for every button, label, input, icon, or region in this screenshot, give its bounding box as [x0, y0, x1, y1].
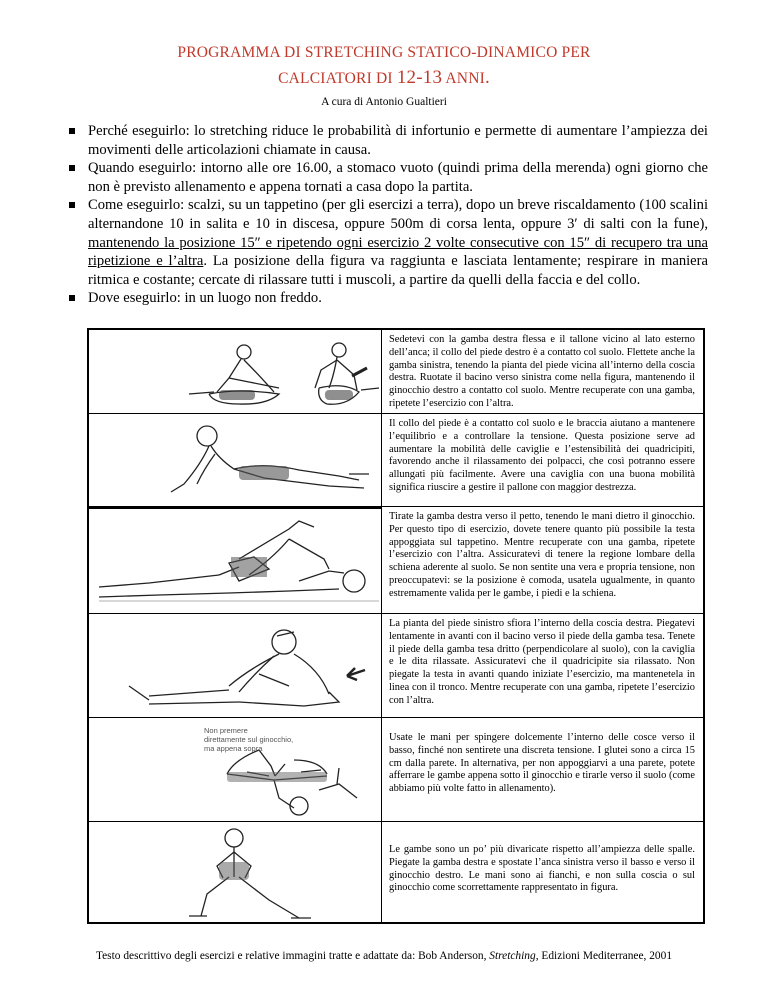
- author-line: A cura di Antonio Gualtieri: [321, 96, 447, 108]
- intro-bullet-list: [88, 122, 708, 308]
- bullet-how-tail: . La posizione della figura va raggiunta e lasciata lentamente; respirare in maniera ritmica e costante; cercate di rilassare tutti i muscoli, a partire da quelli della faccia e del collo.: [88, 253, 709, 288]
- figure-note-line-1: Non premere: [204, 726, 248, 735]
- exercise-row: [89, 822, 703, 922]
- exercise-row: [89, 414, 703, 507]
- footer-publisher: , Edizioni Mediterranee, 2001: [535, 950, 673, 962]
- bullet-why: Perché eseguirlo: lo stretching riduce le probabilità di infortunio e permette di aumentare l’ampiezza dei movimenti delle articolazioni chiamate in causa.: [88, 123, 708, 158]
- exercise-description: La pianta del piede sinistro sfiora l’interno della coscia destra. Piegatevi lentamente in avanti con il bacino verso il piede della gamba tesa. Tenete il piede della gamba tesa dritto (perpendicolare al suolo), con la caviglia e le dita rilassate. Assicuratevi che il quadricipite sia rilassato. Non piegate la testa in avanti quando iniziate l’esercizio, ma mantenetela in linea con il tronco. Mentre recuperate con una gamba, ripetete l’esercizio con l’altra.: [389, 618, 695, 706]
- exercise-description: Il collo del piede è a contatto col suolo e le braccia aiutano a mantenere l’equilibrio e a controllare la tensione. Questa posizione serve ad aumentare la mobilità delle caviglie e l’estensibilità dei quadricipiti, favorendo anche il rilassamento dei polpacci, che così potranno essere allungati più facilmente. Avere una caviglia con una buona mobilità significa riuscire a gestire il pallone con maggior destrezza.: [389, 418, 695, 493]
- exercise-description: Tirate la gamba destra verso il petto, tenendo le mani dietro il ginocchio. Per questo tipo di esercizio, dovete tenere quanto più possibile la testa appoggiata sul tappetino. Mentre recuperate con una gamba, ripetete l’esercizio con l’altra. Assicuratevi di tenere la regione lombare della schiena aderente al suolo. Se non sentite una vera e propria tensione, non preoccupatevi: se la posizione è comoda, usatela ugualmente, in quanto estremamente valida per le gambe, i piedi e la schiena.: [389, 511, 695, 599]
- seated-hamstring-stretch-figure-icon: [89, 614, 382, 717]
- bullet-how-text: Come eseguirlo: scalzi, su un tappetino (per gli esercizi a terra), dopo un breve riscaldamento (100 scalini alternandone 10 in salita e 10 in discesa, oppure 500m di corsa lenta, oppure 3′ di salti con la fune),: [88, 197, 708, 232]
- exercise-table: [87, 328, 705, 924]
- title-line-2c: ANNI: [442, 70, 485, 87]
- exercise-row: [89, 330, 703, 414]
- exercise-description: Le gambe sono un po’ più divaricate rispetto all’ampiezza delle spalle. Piegate la gamba destra e spostate l’anca sinistra verso il basso e verso il ginocchio destro. Le mani sono ai fianchi, e non sulla coscia o sul ginocchio come scorrettamente rappresentato in figura.: [389, 844, 695, 894]
- lying-knee-to-chest-figure-icon: [89, 507, 382, 613]
- kneeling-quad-stretch-figure-icon: [89, 414, 382, 506]
- seated-hip-rotation-figure-icon: [89, 330, 382, 413]
- exercise-description: Sedetevi con la gamba destra flessa e il tallone vicino al lato esterno dell’anca; il collo del piede destro è a contatto col suolo. Flettete anche la gamba sinistra, tenendo la pianta del piede vicina all’interno della coscia destra. Ruotate il bacino verso sinistra come nella figura, mantenendo il ginocchio destro a contatto col suolo. Mentre recuperate con una gamba, ripetete l’esercizio con l’altra.: [389, 334, 695, 409]
- title-line-1: PROGRAMMA DI STRETCHING STATICO-DINAMICO PER: [177, 44, 591, 61]
- bullet-where: Dove eseguirlo: in un luogo non freddo.: [88, 289, 708, 308]
- bullet-how: [88, 196, 708, 289]
- footer-text: Testo descrittivo degli esercizi e relative immagini tratte e adattate da: Bob Anderson,: [95, 950, 490, 962]
- standing-side-lunge-figure-icon: [89, 822, 382, 922]
- figure-note-line-3: ma appena sopra: [204, 744, 263, 753]
- figure-note: [204, 726, 293, 753]
- exercise-description: Usate le mani per spingere dolcemente l’interno delle cosce verso il basso, finché non sentirete una discreta tensione. I glutei sono a circa 15 cm dalla parete. In alternativa, per non appoggiarvi a una parete, potete afferrare le gambe appena sotto il ginocchio e tirarle verso il suolo (come abbiamo più volte fatto in allenamento).: [389, 732, 695, 795]
- title-line-2a: CALCIATORI DI: [278, 70, 397, 87]
- figure-note-line-2: direttamente sul ginocchio,: [204, 735, 294, 744]
- exercise-row: [89, 614, 703, 718]
- title-period: .: [484, 67, 490, 88]
- exercise-row: [89, 718, 703, 822]
- footer-book-title: Stretching: [489, 950, 536, 962]
- bullet-when: Quando eseguirlo: intorno alle ore 16.00, a stomaco vuoto (quindi prima della merenda) ogni giorno che non è previsto allenamento e appena tornati a casa dopo la partita.: [88, 160, 708, 195]
- bullet-how-underlined: mantenendo la posizione 15″ e ripetendo ogni esercizio 2 volte consecutive con 15″ di recupero tra una ripetizione e l’altra: [88, 234, 708, 270]
- document-title: [60, 40, 708, 91]
- wall-groin-stretch-figure-icon: [89, 718, 382, 821]
- footer-credit: [0, 950, 768, 962]
- title-age: 12-13: [396, 67, 443, 88]
- exercise-row: [89, 507, 703, 614]
